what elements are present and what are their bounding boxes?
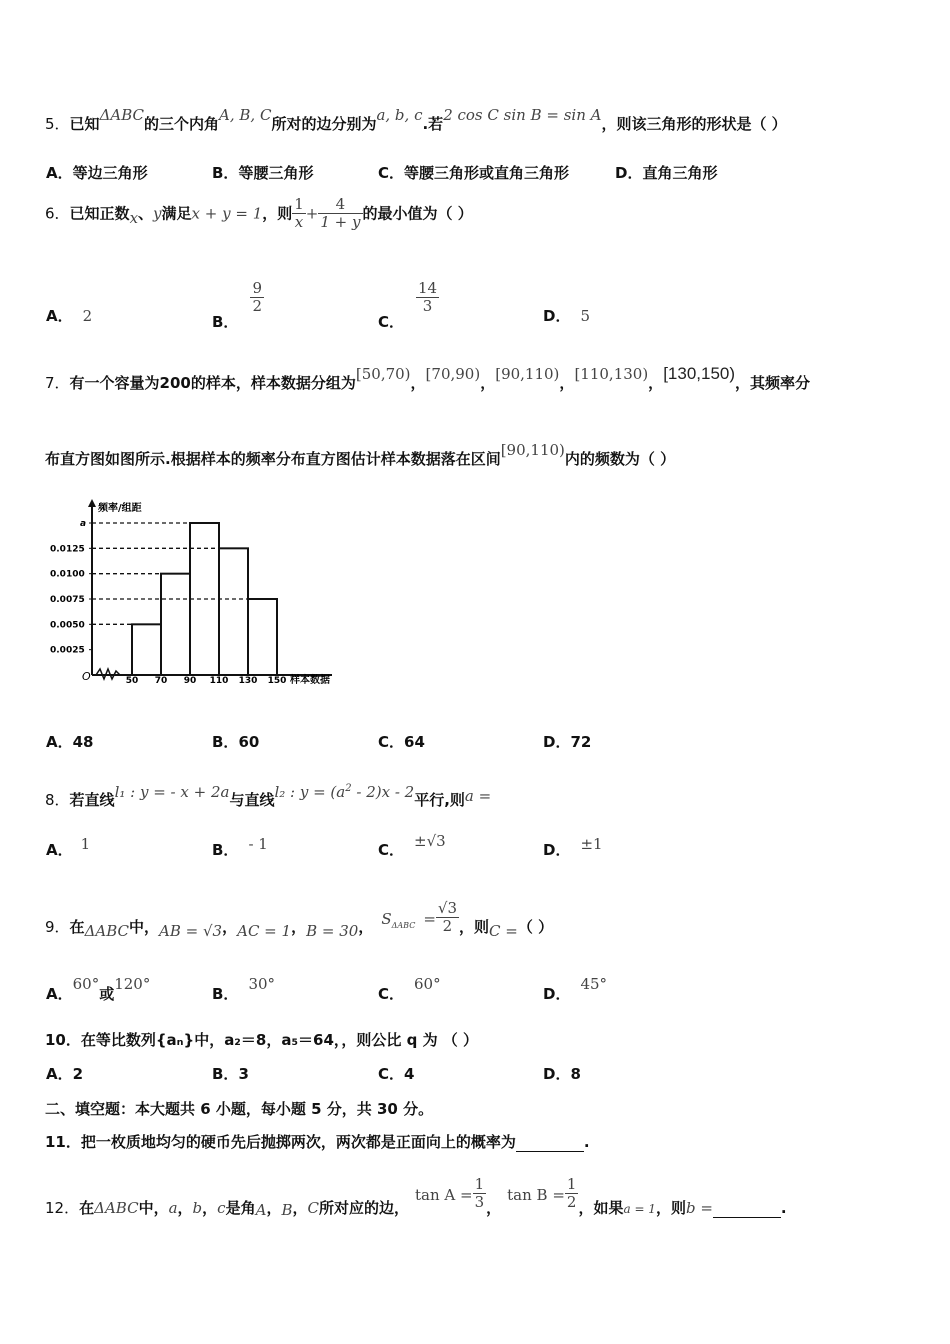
q5-option-c: C．等腰三角形或直角三角形 (378, 164, 570, 182)
answer-blank[interactable] (516, 1133, 584, 1152)
y-tick-label: 0.0125 (50, 544, 85, 555)
q7-option-a: A．48 (46, 733, 94, 751)
q10-option-c: C．4 (378, 1065, 415, 1083)
y-tick-label: 0.0050 (50, 620, 85, 631)
question-7-line2: 布直方图如图所示.根据样本的频率分布直方图估计样本数据落在区间[90,110)内的频数为（ ） (45, 441, 676, 468)
question-10: 10．在等比数列{aₙ}中，a₂＝8，a₅＝64，，则公比 q 为 （ ） (45, 1031, 479, 1049)
y-tick-label: 0.0100 (50, 569, 85, 580)
question-number: 5． (45, 115, 70, 133)
origin-label: O (82, 670, 91, 683)
x-tick-label: 150 (267, 676, 287, 686)
question-8: 8．若直线l₁ : y = - x + 2a与直线l₂ : $y = (a^2 - 2)x - 2$平行,则a = (45, 783, 492, 809)
q5-option-d: D．直角三角形 (615, 164, 718, 182)
y-tick-label: a (80, 519, 87, 529)
q6-option-d: D． 5 (543, 307, 590, 325)
x-tick-label: 50 (125, 676, 139, 686)
q6-option-c: C． $\frac{14}{3}$ (378, 279, 438, 332)
q10-option-a: A．2 (46, 1065, 84, 1083)
q9-option-d: D．45° (543, 975, 608, 1003)
q8-option-d: D． ±1 (543, 835, 603, 859)
q9-option-c: C．60° (378, 975, 441, 1003)
q6-option-b: B． $\frac{9}{2}$ (212, 279, 262, 332)
q9-option-a: A．60°或120° (46, 975, 151, 1003)
histogram-bar (161, 574, 190, 675)
histogram-bar (248, 599, 277, 675)
q10-option-b: B．3 (212, 1065, 249, 1083)
question-11: 11．把一枚质地均匀的硬币先后抛掷两次，两次都是正面向上的概率为 . (45, 1133, 590, 1151)
x-tick-label: 110 (209, 676, 229, 686)
x-tick-label: 90 (183, 676, 197, 686)
x-tick-label: 70 (154, 676, 168, 686)
q8-option-a: A． 1 (46, 835, 91, 859)
frequency-histogram (40, 495, 350, 695)
fraction: $\frac{4}{1 + y}$ (320, 195, 361, 232)
q5-option-a: A．等边三角形 (46, 164, 148, 182)
answer-blank[interactable] (713, 1199, 781, 1218)
question-5: 5．已知ΔABC的三个内角A, B, C所对的边分别为a, b, c.若2 cos C sin B = sin A，则该三角形的形状是（ ） (45, 106, 787, 133)
fraction: $\frac{1}{x}$ (294, 195, 304, 232)
q7-option-c: C．64 (378, 733, 425, 751)
y-axis-arrow (88, 499, 96, 507)
q6-option-a: A． 2 (46, 307, 93, 325)
question-6: 6．已知正数x、y满足x + y = 1，则 $\frac{1}{x}$ + $\frac{4}{1 + y}$ 的最小值为（ ） (45, 195, 473, 232)
y-tick-label: 0.0075 (50, 595, 85, 605)
question-9: 9．在ΔABC中，AB = √3，AC = 1，B = 30， $S_{\Delta ABC}$ = $\frac{√3}{2}$ ，则C =（ ） (45, 899, 554, 941)
q7-option-d: D．72 (543, 733, 592, 751)
x-axis-label: 样本数据 (290, 675, 330, 686)
x-tick-label: 130 (238, 676, 258, 686)
q8-option-c: C． ±√3 (378, 832, 446, 859)
histogram-bar (219, 548, 248, 675)
q5-option-b: B．等腰三角形 (212, 164, 314, 182)
y-axis-label: 频率/组距 (98, 503, 142, 514)
q8-option-b: B． - 1 (212, 835, 268, 859)
q10-option-d: D．8 (543, 1065, 581, 1083)
question-12: 12．在ΔABC中，a，b，c是角A，B，C所对应的边，tan A = $\frac{1}{3}$ ，tan B = $\frac{1}{2}$ ，如果$_{a = 1}$，则b = . (45, 1175, 787, 1220)
question-7: 7．有一个容量为200的样本，样本数据分组为[50,70)，[70,90)，[90,110)，[110,130)，[130,150)，其频率分 (45, 364, 811, 392)
y-tick-label: 0.0025 (50, 645, 85, 656)
section-heading: 二、填空题：本大题共 6 小题，每小题 5 分，共 30 分。 (45, 1100, 434, 1118)
q9-option-b: B．30° (212, 975, 276, 1003)
q7-option-b: B．60 (212, 733, 260, 751)
histogram-bar (132, 624, 161, 675)
